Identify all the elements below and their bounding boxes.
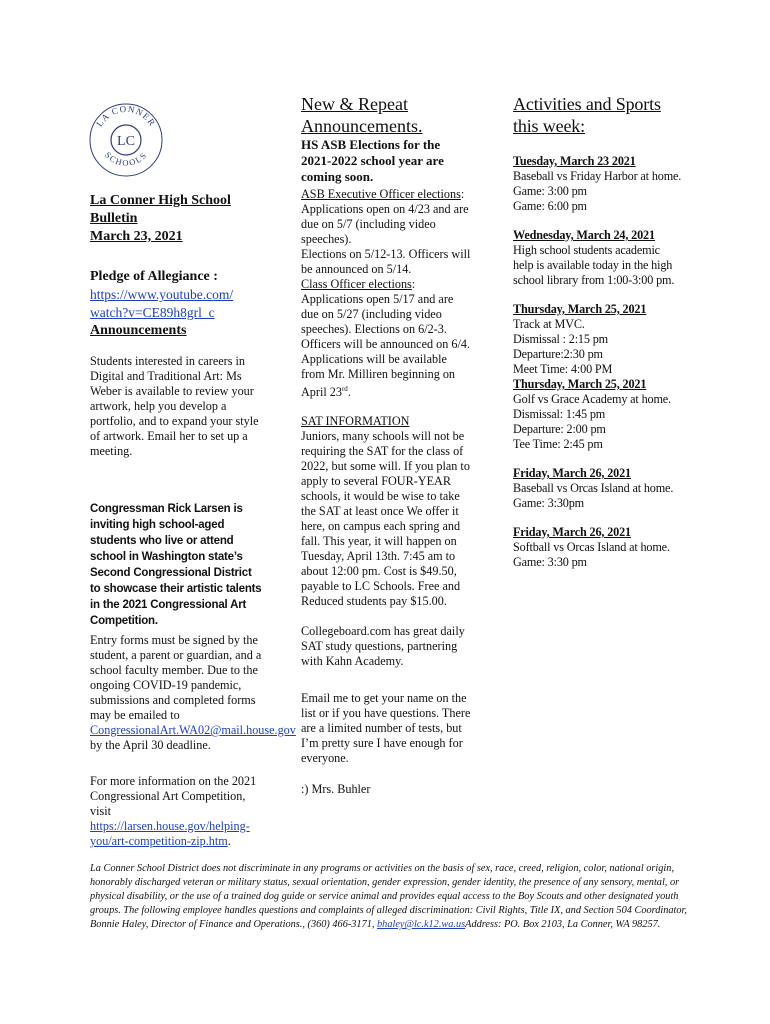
event-item [513, 228, 683, 302]
event-item [513, 302, 683, 377]
left-column [90, 192, 296, 849]
applications-main: Applications will be available from Mr. Milliren beginning on April 23 [301, 352, 456, 400]
event-date: Friday, March 26, 2021 [513, 466, 632, 480]
announcements-heading: Announcements [90, 323, 187, 338]
event-item [513, 377, 683, 466]
info-link-line: https://larsen.house.gov/helping- [90, 819, 250, 833]
event-detail: Game: 3:00 pm [513, 184, 587, 198]
new-repeat-heading [301, 93, 473, 137]
exec-colon: : [460, 187, 465, 201]
event-detail: Tee Time: 2:45 pm [513, 437, 603, 451]
collegeboard-text: Collegeboard.com has great daily SAT study questions, partnering with Kahn Academy. [301, 624, 465, 669]
footer-address: Address: PO. Box 2103, La Conner, WA 98257. [465, 919, 661, 930]
nondiscrimination-footer [90, 862, 690, 932]
applications-tail: . [347, 385, 351, 400]
event-item [513, 466, 683, 525]
congressional-art-email-link[interactable] [90, 723, 296, 737]
art-paragraph: Students interested in careers in Digital and Traditional Art: Ms Weber is available to review your artwork, help you develop a portfolio, and to expand your style of artwork. Email her to set up a meeting. [90, 354, 259, 458]
school-seal-icon [88, 102, 164, 178]
info-link-line: you/art-competition-zip.htm [90, 834, 228, 848]
svg-text:SCHOOLS: SCHOOLS [102, 149, 150, 168]
info-paragraph [90, 774, 262, 849]
bulletin-title-line: La Conner High School [90, 193, 231, 208]
bulletin-title [90, 192, 262, 246]
event-detail: Departure: 2:00 pm [513, 422, 606, 436]
exec-elections: Elections on 5/12-13. Officers will be announced on 5/14. [301, 247, 471, 276]
event-detail: Baseball vs Friday Harbor at home. [513, 169, 682, 183]
congress-heading: Congressman Rick Larsen is inviting high school-aged students who live or attend school in Washington state’s Second Congressional District to showcase their artistic talents in the 2021 Congressional Art Competition. [90, 503, 262, 627]
event-item [513, 525, 683, 570]
pledge-link-line: watch?v=CE89h8grl_c [90, 305, 215, 320]
pledge-video-link[interactable] [90, 287, 233, 320]
heading-period: . [417, 116, 423, 136]
class-text: Applications open 5/17 and are due on 5/27 (including video speeches). Elections on 6/2-3. Officers will be announced on 6/4. [301, 292, 471, 351]
pledge-label: Pledge of Allegiance : [90, 269, 218, 284]
signoff: :) Mrs. Buhler [301, 782, 371, 797]
class-colon: : [411, 277, 416, 291]
exec-label: ASB Executive Officer elections [301, 187, 461, 201]
pledge-link-line: https://www.youtube.com/ [90, 287, 234, 302]
event-date: Friday, March 26, 2021 [513, 525, 632, 539]
sat-heading: SAT INFORMATION [301, 414, 410, 429]
heading-line: New & Repeat [301, 94, 408, 114]
applications-sup: rd [341, 385, 348, 393]
bulletin-title-line: Bulletin [90, 211, 138, 226]
heading-line: this week: [513, 116, 585, 136]
middle-column [301, 93, 473, 797]
event-detail: Game: 3:30pm [513, 496, 584, 510]
svg-text:LA CONNER: LA CONNER [94, 103, 158, 129]
asb-heading: HS ASB Elections for the 2021-2022 school year are coming soon. [301, 137, 444, 184]
heading-line: Activities and Sports [513, 94, 661, 114]
events-list [513, 154, 683, 570]
event-detail: High school students academic help is available today in the high school library from 1:00-3:00 pm. [513, 243, 675, 287]
applications-text [301, 352, 473, 400]
event-detail: Softball vs Orcas Island at home. [513, 540, 670, 554]
class-label: Class Officer elections [301, 277, 412, 291]
footer-text: La Conner School District does not discriminate in any programs or activities on the basis of sex, race, creed, religion, color, national origin, honorably discharged veteran or military status, sexual orientation, gender expression, gender identity, the presence of any sensory, mental, or physical disability, or the use of a trained dog guide or service animal and provides equal access to the Boy Scouts and other designated youth groups. The following employee handles questions and complaints of alleged discrimination: Civil Rights, Title IX, and Section 504 Coordinator, Bonnie Haley, Director of Finance and Operations., (360) 466-3171, [90, 863, 687, 930]
exec-text: Applications open on 4/23 and are due on 5/7 (including video speeches). [301, 202, 469, 246]
event-detail: Baseball vs Orcas Island at home. [513, 481, 674, 495]
event-detail: Departure:2:30 pm [513, 347, 603, 361]
entry-tail: by the April 30 deadline. [90, 738, 211, 752]
event-date: Thursday, March 25, 2021 [513, 302, 647, 316]
entry-text: Entry forms must be signed by the student, a parent or guardian, and a school faculty member. Due to the ongoing COVID-19 pandemic, submissions and completed forms may be emailed to [90, 633, 262, 722]
footer-email-link[interactable]: bhaley@lc.k12.wa.us [377, 919, 466, 930]
email-text: Email me to get your name on the list or if you have questions. There are a limited number of tests, but I’m pretty sure I have enough for everyone. [301, 691, 471, 766]
info-text: For more information on the 2021 Congressional Art Competition, visit [90, 774, 257, 818]
email-link-line: house.gov [246, 723, 296, 737]
event-date: Wednesday, March 24, 2021 [513, 228, 655, 242]
svg-text:LC: LC [117, 134, 135, 149]
event-item [513, 154, 683, 228]
event-detail: Game: 6:00 pm [513, 199, 587, 213]
bulletin-date: March 23, 2021 [90, 229, 183, 244]
event-detail: Track at MVC. [513, 317, 585, 331]
school-logo [88, 102, 164, 178]
email-link-line: CongressionalArt.WA02@mail. [90, 723, 247, 737]
event-detail: Game: 3:30 pm [513, 555, 587, 569]
entry-paragraph [90, 633, 296, 753]
event-detail: Dismissal: 1:45 pm [513, 407, 606, 421]
event-date: Tuesday, March 23 2021 [513, 154, 636, 168]
event-detail: Meet Time: 4:00 PM [513, 362, 613, 376]
info-tail: . [227, 834, 231, 848]
heading-line: Announcements [301, 116, 418, 136]
art-competition-link[interactable] [90, 819, 250, 848]
event-detail: Golf vs Grace Academy at home. [513, 392, 671, 406]
activities-heading [513, 93, 683, 137]
right-column [513, 93, 683, 570]
event-date: Thursday, March 25, 2021 [513, 377, 647, 391]
event-detail: Dismissal : 2:15 pm [513, 332, 608, 346]
sat-text: Juniors, many schools will not be requiring the SAT for the class of 2022, but some will. If you plan to apply to several FOUR-YEAR schools, it would be wise to take the SAT at least once We offer it here, on campus each spring and fall. This year, it will happen on Tuesday, April 13th. 7:45 am to about 12:00 pm. Cost is $49.50, payable to LC Schools. Free and Reduced students pay $15.00. [301, 429, 470, 609]
